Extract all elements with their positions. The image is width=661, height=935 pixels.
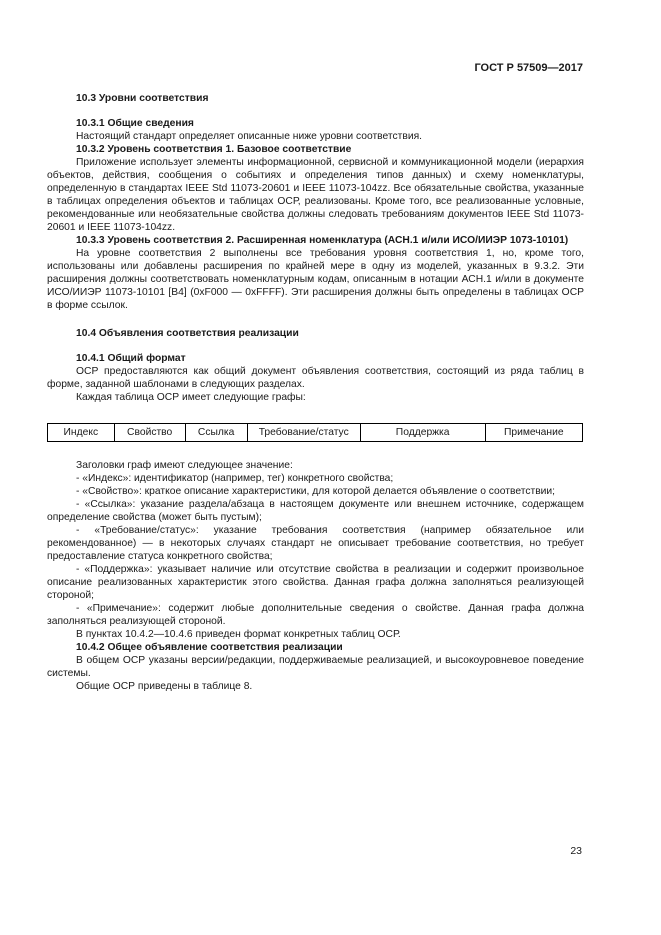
paragraph: В пунктах 10.4.2—10.4.6 приведен формат конкретных таблиц ОСР. <box>76 629 401 640</box>
section-10-3-1-title: 10.3.1 Общие сведения <box>76 118 194 129</box>
section-10-4-1-title: 10.4.1 Общий формат <box>76 353 186 364</box>
table-header-cell: Индекс <box>48 424 115 442</box>
table-header-cell: Ссылка <box>185 424 247 442</box>
table-header-cell: Поддержка <box>360 424 485 442</box>
list-item: - «Поддержка»: указывает наличие или отсутствие свойства в реализации и содержит произвольное описание реализованных характеристик этого свойства. Данная графа должна заполняться реализующей стороной; <box>47 564 584 601</box>
section-10-4-2-text2: Общие ОСР приведены в таблице 8. <box>76 681 253 692</box>
table-row <box>48 424 583 442</box>
table-header-cell: Примечание <box>485 424 582 442</box>
section-10-4-title: 10.4 Объявления соответствия реализации <box>76 328 299 339</box>
section-10-4-2-title: 10.4.2 Общее объявление соответствия реализации <box>76 642 343 653</box>
list-item: - «Ссылка»: указание раздела/абзаца в настоящем документе или внешнем источнике, содержащем определение свойства (может быть пустым); <box>47 499 584 523</box>
section-10-3-title: 10.3 Уровни соответствия <box>76 93 209 104</box>
page-content <box>47 92 584 693</box>
list-item: - «Требование/статус»: указание требования соответствия (например обязательное или рекомендованное) — в некоторых случаях стандарт не описывает требование соответствия, но требует предоставление статуса конкретного свойства; <box>47 525 584 562</box>
section-10-4-1-text: ОСР предоставляются как общий документ объявления соответствия, состоящий из ряда таблиц в форме, заданной шаблонами в следующих разделах. <box>47 366 584 390</box>
section-10-3-2-title: 10.3.2 Уровень соответствия 1. Базовое соответствие <box>76 144 352 155</box>
list-item: - «Свойство»: краткое описание характеристики, для которой делается объявление о соответствии; <box>76 486 556 497</box>
section-10-3-3-text: На уровне соответствия 2 выполнены все требования уровня соответствия 1, но, кроме того, использованы или добавлены расширения по крайней мере в одну из моделей, указанных в 9.3.2. Эти расширения должны соответствовать номенклатурным кодам, описанным в нотации АСН.1 и/или в документе ИСО/ИИЭР 11073-10101 [B4] (0xF000 — 0xFFFF). Эти расширения должны быть определены в таблицах ОСР в форме ссылок. <box>47 248 584 311</box>
list-item: - «Индекс»: идентификатор (например, тег) конкретного свойства; <box>76 473 394 484</box>
section-10-3-2-text: Приложение использует элементы информационной, сервисной и коммуникационной модели (иерархия объектов, действия, сообщения о событиях и определения типов данных) и схему номенклатуры, определенную в стандартах IEEE Std 11073-20601 и IEEE 11073-104zz. Все обязательные свойства, указанные в таблицах определения объектов и таблицах ОСР, реализованы. Кроме того, все реализованные условные, рекомендованные или необязательные свойства должны следовать требованиям документов IEEE Std 11073-20601 и IEEE 11073-104zz. <box>47 157 584 233</box>
standard-header: ГОСТ Р 57509—2017 <box>474 62 583 74</box>
section-10-3-1-text: Настоящий стандарт определяет описанные ниже уровни соответствия. <box>76 131 423 142</box>
table-header-cell: Свойство <box>114 424 185 442</box>
columns-meaning-intro: Заголовки граф имеют следующее значение: <box>76 460 293 471</box>
section-10-4-2-text: В общем ОСР указаны версии/редакции, поддерживаемые реализацией, и высокоуровневое поведение системы. <box>47 655 584 679</box>
page-number: 23 <box>570 845 582 857</box>
list-item: - «Примечание»: содержит любые дополнительные сведения о свойстве. Данная графа должна заполняться реализующей стороной. <box>47 603 584 627</box>
section-10-3-3-title: 10.3.3 Уровень соответствия 2. Расширенная номенклатура (АСН.1 и/или ИСО/ИИЭР 1073-10101) <box>76 235 569 246</box>
ocr-columns-table <box>47 423 583 442</box>
section-10-4-1-text2: Каждая таблица ОСР имеет следующие графы: <box>76 392 306 403</box>
table-header-cell: Требование/статус <box>247 424 360 442</box>
